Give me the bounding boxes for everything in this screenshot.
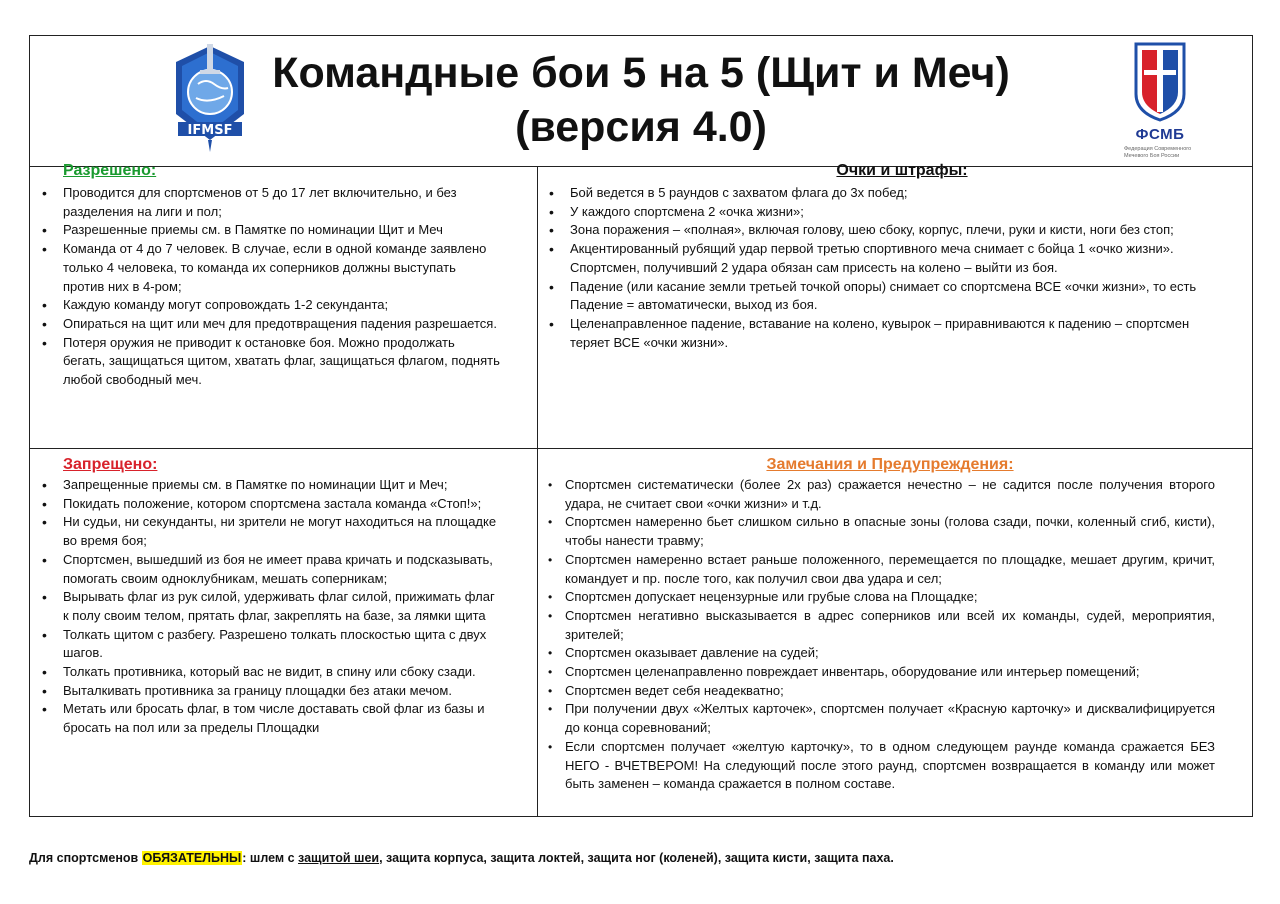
svg-text:IFMSF: IFMSF bbox=[187, 123, 233, 138]
list-item: • Спортсмен намеренно встает раньше положенного, перемещается по площадке, мешает другим, кричит, командует и пр. после того, как получил свои два удара и сел; bbox=[545, 551, 1215, 588]
list-item: • Спортсмен систематически (более 2х раз) сражается нечестно – не садится после получения второго удара, не считает свои «очки жизни» и т.д. bbox=[545, 476, 1215, 513]
row-divider bbox=[30, 448, 1252, 449]
list-item: • Если спортсмен получает «желтую карточку», то в одном следующем раунде команда сражается БЕЗ НЕГО - ВЧЕТВЕРОМ! На следующий после этого раунд, спортсмен возвращается в команду или может быть заменен – команда сражается в полном составе. bbox=[545, 738, 1215, 794]
warnings-panel bbox=[545, 454, 1215, 794]
list-item: • Спортсмен намеренно бьет слишком сильно в опасные зоны (голова сзади, почки, коленный сгиб, кисти), чтобы нанести травму; bbox=[545, 513, 1215, 550]
list-item: • Спортсмен оказывает давление на судей; bbox=[545, 644, 1215, 663]
footer-part1: : шлем с bbox=[242, 851, 299, 865]
list-item: • Спортсмен, вышедший из боя не имеет права кричать и подсказывать, помогать своим одноклубникам, мешать соперникам; bbox=[30, 551, 500, 588]
list-item: • Потеря оружия не приводит к остановке боя. Можно продолжать бегать, защищаться щитом, хватать флаг, защищаться флагом, поднять любой свободный меч. bbox=[30, 334, 500, 390]
forbidden-heading: Запрещено: bbox=[63, 456, 158, 473]
list-item: • Зона поражения – «полная», включая голову, шею сбоку, корпус, плечи, руки и кисти, ноги без стоп; bbox=[537, 221, 1227, 240]
list-item: • Спортсмен ведет себя неадекватно; bbox=[545, 682, 1215, 701]
list-item: • Вырывать флаг из рук силой, удерживать флаг силой, прижимать флаг к полу своим телом, прятать флаг, закреплять на базе, за лямки щита bbox=[30, 588, 500, 625]
forbidden-panel bbox=[30, 454, 500, 738]
page-title bbox=[180, 46, 1102, 154]
footer-prefix: Для спортсменов bbox=[29, 851, 142, 865]
list-item: • Падение (или касание земли третьей точкой опоры) снимает со спортсмена ВСЕ «очки жизни», то есть Падение = автоматически, выход из боя. bbox=[537, 278, 1227, 315]
list-item: • Толкать щитом с разбегу. Разрешено толкать плоскостью щита с двух шагов. bbox=[30, 626, 500, 663]
list-item: • Ни судьи, ни секунданты, ни зрители не могут находиться на площадке во время боя; bbox=[30, 513, 500, 550]
list-item: • Спортсмен целенаправленно повреждает инвентарь, оборудование или интерьер помещений; bbox=[545, 663, 1215, 682]
list-item: • Проводится для спортсменов от 5 до 17 лет включительно, и без разделения на лиги и пол; bbox=[30, 184, 500, 221]
scoring-list bbox=[537, 184, 1227, 352]
fsmb-logo-subtext: Федерация Современного Мечевого Боя России bbox=[1124, 146, 1192, 159]
list-item: • Разрешенные приемы см. в Памятке по номинации Щит и Меч bbox=[30, 221, 500, 240]
list-item: • Каждую команду могут сопровождать 1-2 секунданта; bbox=[30, 296, 500, 315]
warnings-heading: Замечания и Предупреждения: bbox=[766, 456, 1014, 473]
title-line-1: Командные бои 5 на 5 (Щит и Меч) bbox=[272, 49, 1010, 97]
warnings-list bbox=[545, 476, 1215, 794]
list-item: • Бой ведется в 5 раундов с захватом флага до 3х побед; bbox=[537, 184, 1227, 203]
list-item: • Акцентированный рубящий удар первой третью спортивного меча снимает с бойца 1 «очко жизни». Спортсмен, получивший 2 удара обязан сам присесть на колено – выйти из боя. bbox=[537, 240, 1227, 277]
list-item: • У каждого спортсмена 2 «очка жизни»; bbox=[537, 203, 1227, 222]
fsmb-logo bbox=[1110, 40, 1210, 166]
required-highlight: ОБЯЗАТЕЛЬНЫ bbox=[142, 851, 242, 865]
title-line-2: (версия 4.0) bbox=[515, 103, 767, 151]
fsmb-logo-text: ФСМБ bbox=[1135, 126, 1185, 143]
list-item: • Команда от 4 до 7 человек. В случае, если в одной команде заявлено только 4 человека, то команда их соперников должны выступать против них в 4-ром; bbox=[30, 240, 500, 296]
scoring-panel bbox=[537, 160, 1227, 352]
allowed-panel bbox=[30, 160, 500, 390]
footer-part2: , защита корпуса, защита локтей, защита ног (коленей), защита кисти, защита паха. bbox=[379, 851, 894, 865]
allowed-heading: Разрешено: bbox=[63, 162, 157, 179]
footer-underlined: защитой шеи bbox=[298, 851, 380, 865]
list-item: • Покидать положение, котором спортсмена застала команда «Стоп!»; bbox=[30, 495, 500, 514]
list-item: • Толкать противника, который вас не видит, в спину или сбоку сзади. bbox=[30, 663, 500, 682]
list-item: • Спортсмен негативно высказывается в адрес соперников или всей их команды, судей, мероприятия, зрителей; bbox=[545, 607, 1215, 644]
list-item: • Спортсмен допускает нецензурные или грубые слова на Площадке; bbox=[545, 588, 1215, 607]
list-item: • Выталкивать противника за границу площадки без атаки мечом. bbox=[30, 682, 500, 701]
list-item: • Запрещенные приемы см. в Памятке по номинации Щит и Меч; bbox=[30, 476, 500, 495]
forbidden-list bbox=[30, 476, 500, 738]
allowed-list bbox=[30, 184, 500, 390]
header bbox=[30, 36, 1252, 167]
list-item: • Целенаправленное падение, вставание на колено, кувырок – приравниваются к падению – спортсмен теряет ВСЕ «очки жизни». bbox=[537, 315, 1227, 352]
scoring-heading: Очки и штрафы: bbox=[836, 162, 968, 179]
list-item: • Метать или бросать флаг, в том числе доставать свой флаг из базы и бросать на пол или за пределы Площадки bbox=[30, 700, 500, 737]
list-item: • Опираться на щит или меч для предотвращения падения разрешается. bbox=[30, 315, 500, 334]
list-item: • При получении двух «Желтых карточек», спортсмен получает «Красную карточку» и дисквалифицируется до конца соревнований; bbox=[545, 700, 1215, 737]
fsmb-shield-icon bbox=[1110, 40, 1210, 124]
equipment-requirements-footer bbox=[29, 851, 894, 865]
